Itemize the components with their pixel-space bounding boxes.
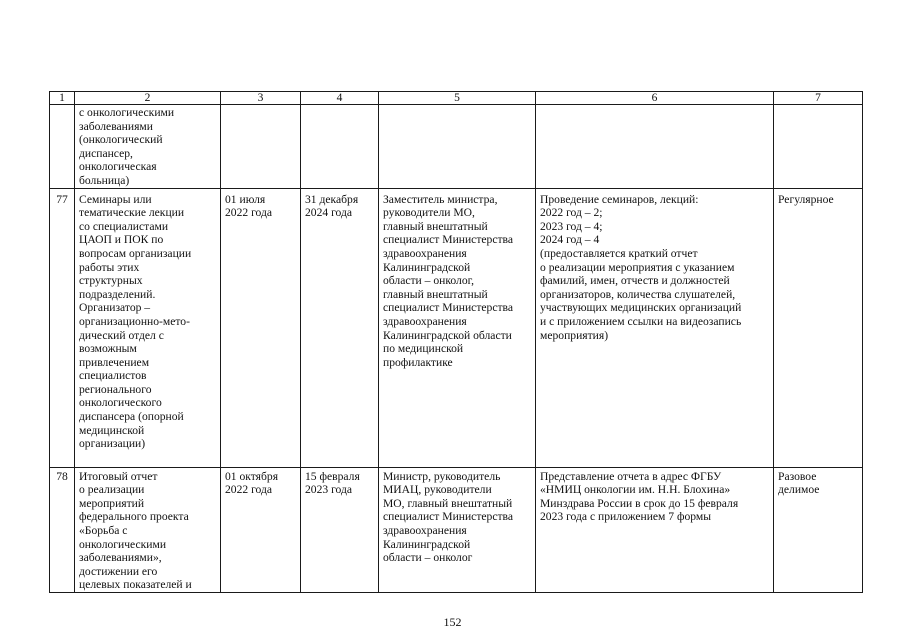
- start-date-cell: 01 октября 2022 года: [221, 467, 301, 592]
- table-row: [50, 188, 863, 467]
- column-number: 7: [774, 92, 863, 105]
- end-date-cell: [301, 105, 379, 189]
- plan-table: [49, 91, 863, 593]
- column-number: 6: [536, 92, 774, 105]
- start-date-cell: [221, 105, 301, 189]
- row-number: 77: [50, 188, 75, 467]
- row-number: [50, 105, 75, 189]
- type-cell: Разовое делимое: [774, 467, 863, 592]
- result-cell: Представление отчета в адрес ФГБУ «НМИЦ онкологии им. Н.Н. Блохина» Минздрава России в срок до 15 февраля 2023 года с приложением 7 формы: [536, 467, 774, 592]
- type-cell: Регулярное: [774, 188, 863, 467]
- column-number: 2: [75, 92, 221, 105]
- page-number: 152: [443, 615, 462, 629]
- column-number: 5: [379, 92, 536, 105]
- responsible-cell: Министр, руководитель МИАЦ, руководители МО, главный внештатный специалист Министерства здравоохранения Калининградской области – онколог: [379, 467, 536, 592]
- type-cell: [774, 105, 863, 189]
- result-cell: [536, 105, 774, 189]
- end-date-cell: 31 декабря 2024 года: [301, 188, 379, 467]
- start-date-cell: 01 июля 2022 года: [221, 188, 301, 467]
- table-row: [50, 105, 863, 189]
- activity-cell: с онкологическими заболеваниями (онкологический диспансер, онкологическая больница): [75, 105, 221, 189]
- result-cell: Проведение семинаров, лекций: 2022 год – 2; 2023 год – 4; 2024 год – 4 (предоставляется краткий отчет о реализации мероприятия с указанием фамилий, имен, отчеств и должностей организаторов, количества слушателей, участвующих медицинских организаций и с приложением ссылки на видеозапись мероприятия): [536, 188, 774, 467]
- row-number: 78: [50, 467, 75, 592]
- activity-cell: Семинары или тематические лекции со специалистами ЦАОП и ПОК по вопросам организации работы этих структурных подразделений. Организатор – организационно-мето- дический отдел с возможным привлечением специалистов регионального онкологического диспансера (опорной медицинской организации): [75, 188, 221, 467]
- end-date-cell: 15 февраля 2023 года: [301, 467, 379, 592]
- table-header-row: [50, 92, 863, 105]
- column-number: 1: [50, 92, 75, 105]
- responsible-cell: Заместитель министра, руководители МО, главный внештатный специалист Министерства здравоохранения Калининградской области – онколог, главный внештатный специалист Министерства здравоохранения Калининградской области по медицинской профилактике: [379, 188, 536, 467]
- column-number: 4: [301, 92, 379, 105]
- table-row: [50, 467, 863, 592]
- responsible-cell: [379, 105, 536, 189]
- activity-cell: Итоговый отчет о реализации мероприятий федерального проекта «Борьба с онкологическими заболеваниями», достижении его целевых показателей и: [75, 467, 221, 592]
- column-number: 3: [221, 92, 301, 105]
